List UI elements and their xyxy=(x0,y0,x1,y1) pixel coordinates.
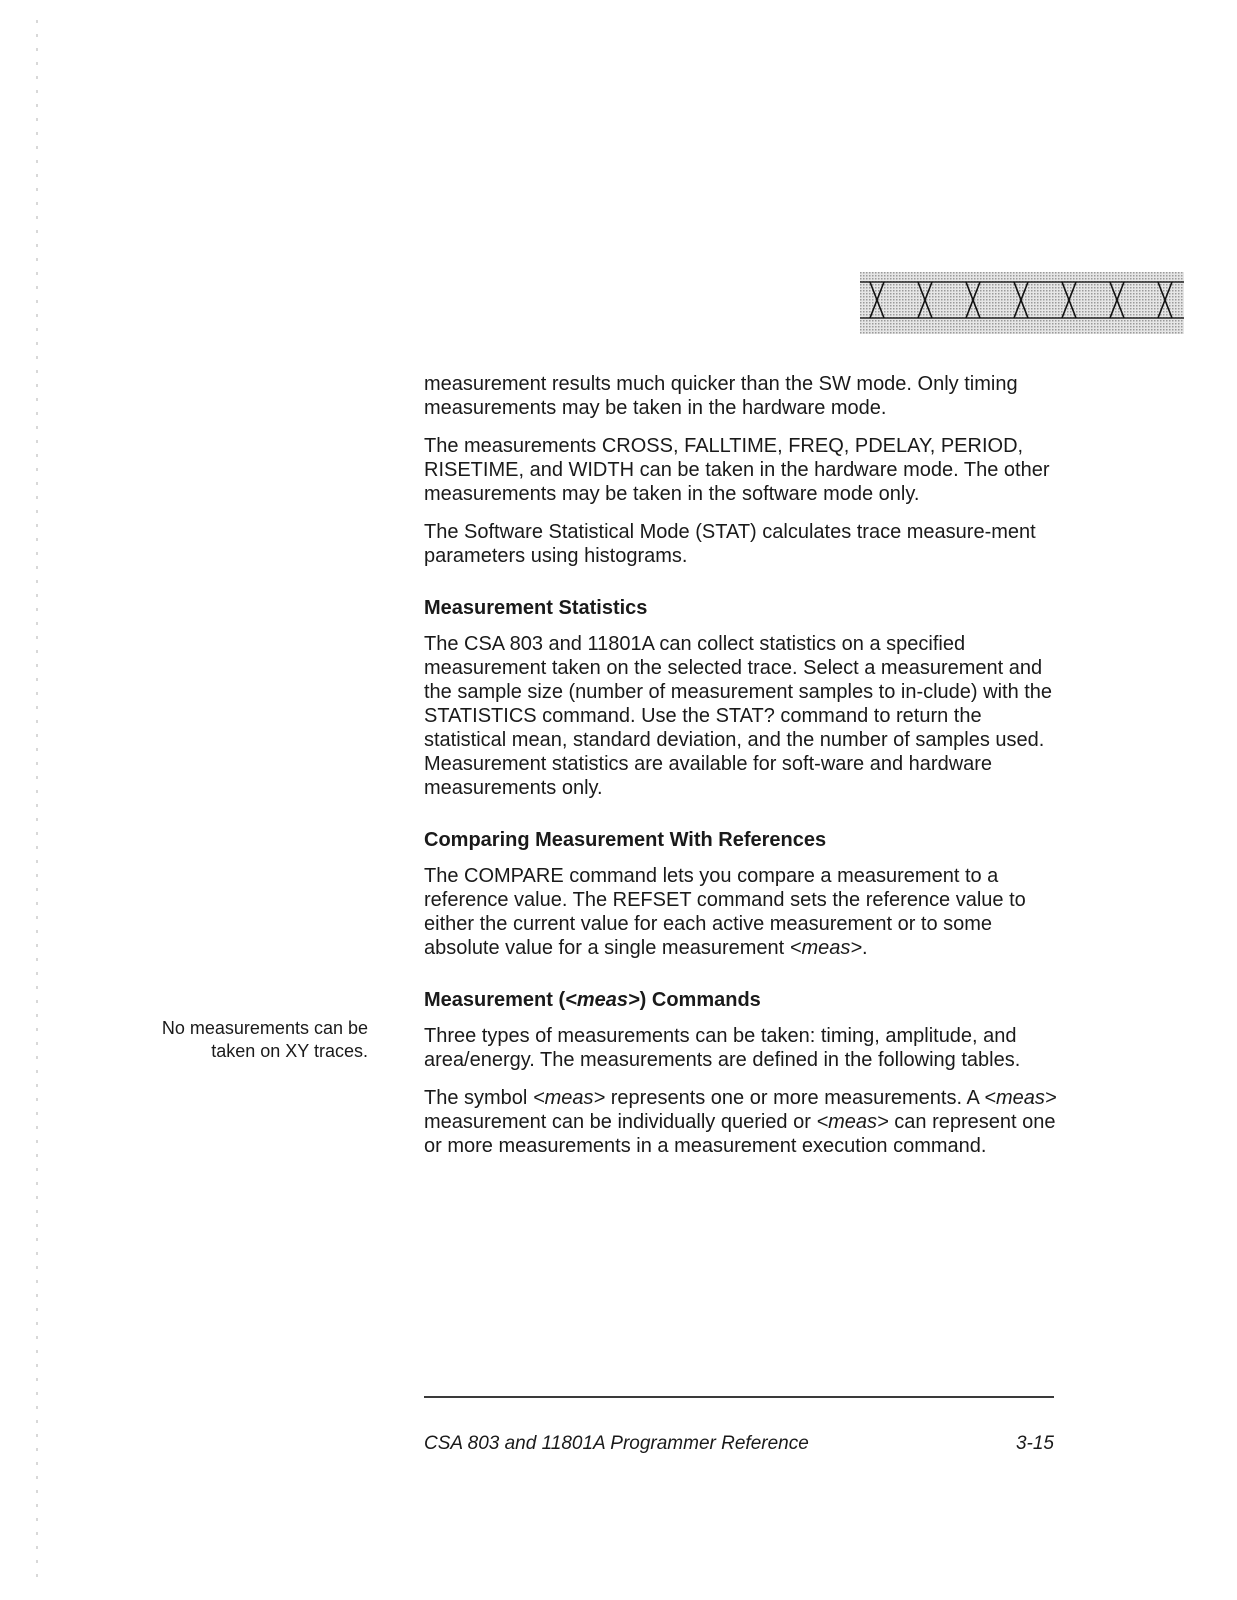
commands-heading-post: ) Commands xyxy=(639,989,761,1011)
meas-symbol: <meas> xyxy=(816,1111,889,1133)
meas-symbol: <meas> xyxy=(984,1087,1057,1109)
footer-title: CSA 803 and 11801A Programmer Reference xyxy=(424,1433,809,1454)
commands-paragraph-2 xyxy=(424,1086,1064,1158)
commands-paragraph-1: Three types of measurements can be taken: timing, amplitude, and area/energy. The measurements are defined in the following tables. xyxy=(424,1025,1021,1071)
commands-heading xyxy=(424,988,1064,1012)
footer-rule xyxy=(424,1396,1054,1398)
compare-heading: Comparing Measurement With References xyxy=(424,829,827,851)
commands-text-c: measurement can be individually queried or xyxy=(424,1111,817,1133)
intro-paragraph-2: The measurements CROSS, FALLTIME, FREQ, PDELAY, PERIOD, RISETIME, and WIDTH can be taken in the hardware mode. The other measurements may be taken in the software mode only. xyxy=(424,435,1050,505)
commands-text-d: can represent one or more measurements in a measurement execution command. xyxy=(424,1111,1056,1157)
commands-heading-pre: Measurement ( xyxy=(424,989,566,1011)
statistics-body: The CSA 803 and 11801A can collect statistics on a specified measurement taken on the selected trace. Select a measurement and the sample size (number of measurement samples to in-clude) with the STATISTICS command. Use the STAT? command to return the statistical mean, standard deviation, and the number of samples used. Measurement statistics are available for soft-ware and hardware measurements only. xyxy=(424,633,1053,799)
margin-note: No measurements can be taken on XY traces. xyxy=(161,1018,368,1061)
compare-body xyxy=(424,864,1064,960)
waveform-header-graphic xyxy=(860,272,1184,334)
scan-edge-marks xyxy=(36,20,38,1580)
meas-symbol: <meas> xyxy=(789,937,863,959)
main-column xyxy=(424,372,1064,1172)
intro-paragraph-1: measurement results much quicker than the SW mode. Only timing measurements may be taken in the hardware mode. xyxy=(424,373,1018,419)
statistics-heading: Measurement Statistics xyxy=(424,597,648,619)
page-number: 3-15 xyxy=(1015,1433,1054,1454)
intro-paragraph-3: The Software Statistical Mode (STAT) calculates trace measure-ment parameters using histograms. xyxy=(424,521,1036,567)
commands-text-b: represents one or more measurements. A xyxy=(605,1087,985,1109)
commands-text-a: The symbol xyxy=(424,1087,533,1109)
compare-body-end: . xyxy=(862,937,868,959)
meas-symbol: <meas> xyxy=(565,989,640,1011)
compare-body-text: The COMPARE command lets you compare a measurement to a reference value. The REFSET command sets the reference value to either the current value for each active measurement or to some absolute value for a single measurement xyxy=(424,865,1026,959)
meas-symbol: <meas> xyxy=(532,1087,606,1109)
